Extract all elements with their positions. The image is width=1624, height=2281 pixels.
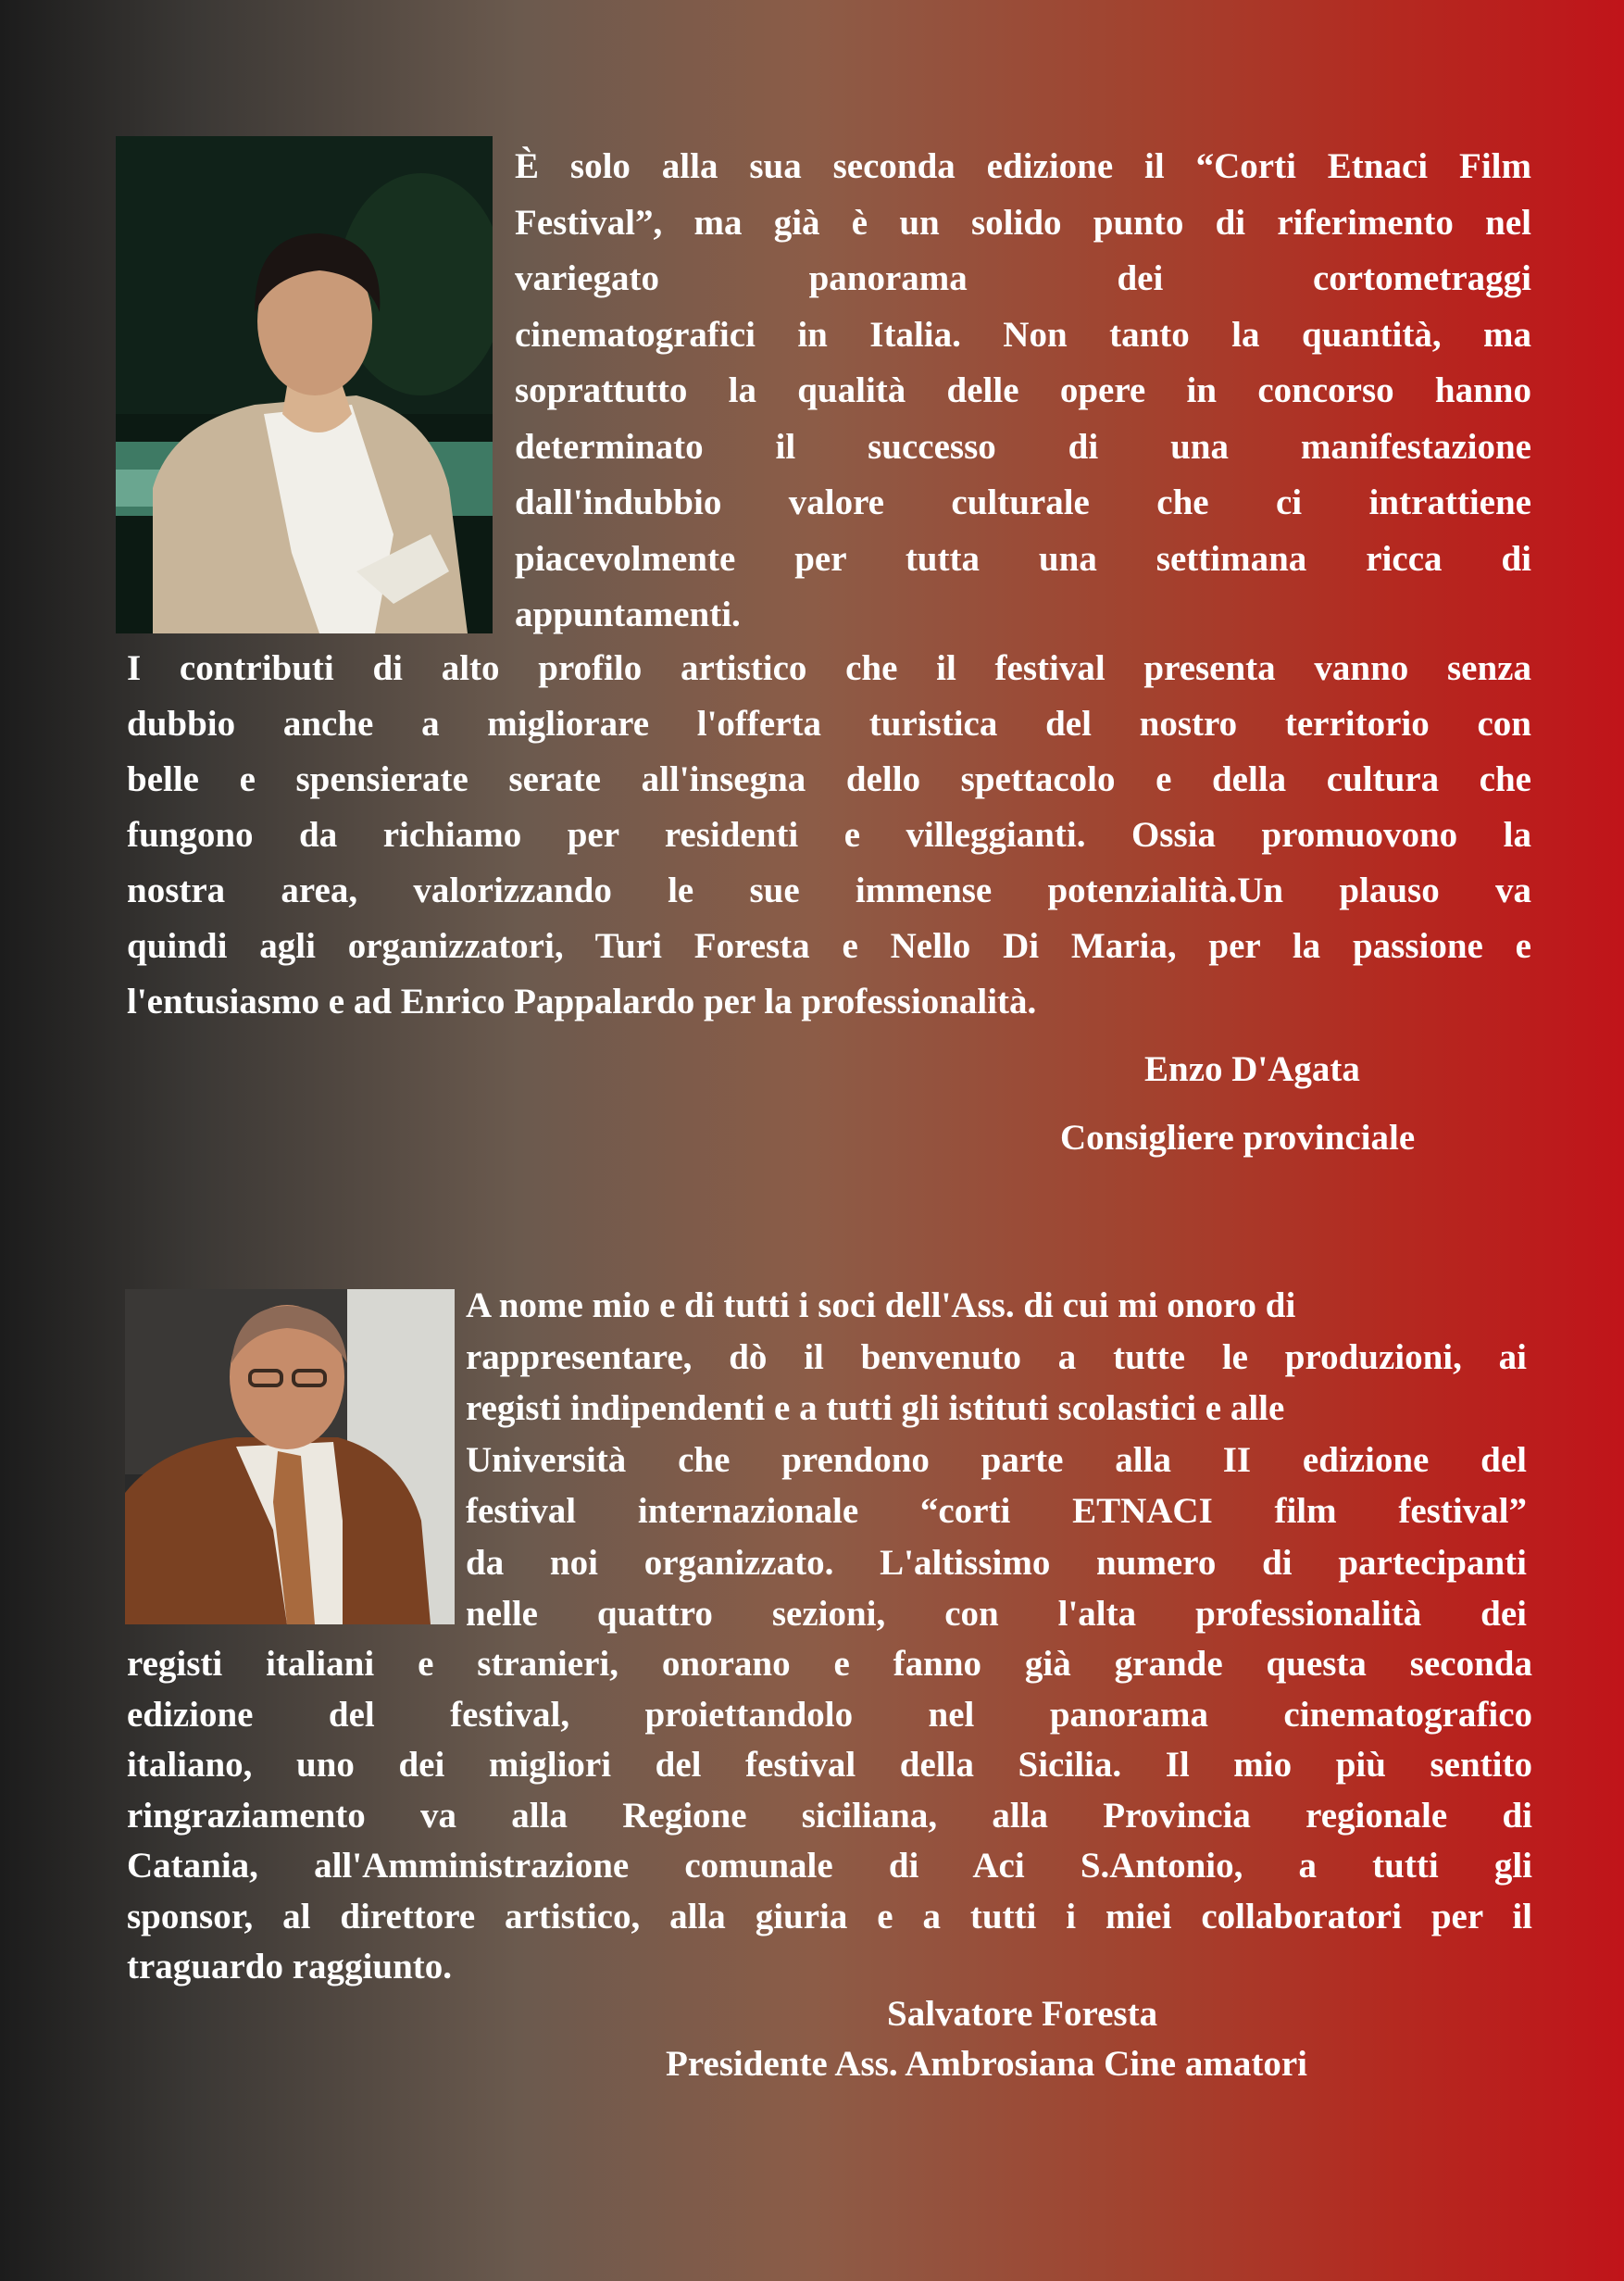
text-line: italiano, uno dei migliori del festival della Sicilia. Il mio più sentito bbox=[127, 1745, 1532, 1785]
signature-name: Salvatore Foresta bbox=[887, 1994, 1158, 2034]
signature-name: Enzo D'Agata bbox=[1144, 1049, 1360, 1089]
text-line: piacevolmente per tutta una settimana ricca di bbox=[515, 538, 1531, 579]
text-line: nostra area, valorizzando le sue immense potenzialità.Un plauso va bbox=[127, 871, 1531, 910]
text-line: fungono da richiamo per residenti e villeggianti. Ossia promuovono la bbox=[127, 815, 1531, 855]
text-line: traguardo raggiunto. bbox=[127, 1947, 452, 1986]
intro-paragraph-2 bbox=[466, 1280, 1527, 1640]
text-line: Festival”, ma già è un solido punto di riferimento nel bbox=[515, 202, 1531, 243]
text-line: ringraziamento va alla Regione siciliana, alla Provincia regionale di bbox=[127, 1795, 1532, 1836]
text-line: È solo alla sua seconda edizione il “Corti Etnaci Film bbox=[515, 146, 1531, 186]
text-line: sponsor, al direttore artistico, alla giuria e a tutti i miei collaboratori per il bbox=[127, 1896, 1532, 1936]
signature-title: Consigliere provinciale bbox=[1060, 1118, 1416, 1158]
text-line: edizione del festival, proiettandolo nel panorama cinematografico bbox=[127, 1694, 1532, 1735]
portrait-man-profile-icon bbox=[116, 136, 493, 633]
portrait-photo-salvatore-foresta bbox=[125, 1289, 455, 1624]
text-line: da noi organizzato. L'altissimo numero di partecipanti bbox=[466, 1542, 1527, 1583]
text-line: determinato il successo di una manifestazione bbox=[515, 426, 1531, 467]
text-line: I contributi di alto profilo artistico che il festival presenta vanno senza bbox=[127, 648, 1531, 688]
text-line: dubbio anche a migliorare l'offerta turistica del nostro territorio con bbox=[127, 704, 1531, 744]
body-paragraph-1 bbox=[127, 641, 1531, 1030]
text-line: variegato panorama dei cortometraggi bbox=[515, 258, 1531, 298]
text-line: rappresentare, dò il benvenuto a tutte le produzioni, ai bbox=[466, 1336, 1527, 1377]
text-line: cinematografici in Italia. Non tanto la quantità, ma bbox=[515, 314, 1531, 355]
text-line: registi italiani e stranieri, onorano e fanno già grande questa seconda bbox=[127, 1644, 1532, 1684]
text-line: A nome mio e di tutti i soci dell'Ass. di cui mi onoro di bbox=[466, 1285, 1296, 1325]
text-line: nelle quattro sezioni, con l'alta professionalità dei bbox=[466, 1594, 1527, 1634]
text-line: belle e spensierate serate all'insegna dello spettacolo e della cultura che bbox=[127, 759, 1531, 799]
text-line: Università che prendono parte alla II edizione del bbox=[466, 1439, 1527, 1480]
body-paragraph-2 bbox=[127, 1639, 1532, 1993]
intro-paragraph-1 bbox=[515, 139, 1531, 644]
text-line: appuntamenti. bbox=[515, 595, 741, 634]
text-line: l'entusiasmo e ad Enrico Pappalardo per la professionalità. bbox=[127, 982, 1037, 1021]
signature-title: Presidente Ass. Ambrosiana Cine amatori bbox=[666, 2044, 1307, 2084]
text-line: soprattutto la qualità delle opere in concorso hanno bbox=[515, 370, 1531, 410]
text-line: registi indipendenti e a tutti gli istituti scolastici e alle bbox=[466, 1388, 1285, 1428]
text-line: quindi agli organizzatori, Turi Foresta e Nello Di Maria, per la passione e bbox=[127, 926, 1531, 966]
text-line: dall'indubbio valore culturale che ci intrattiene bbox=[515, 483, 1531, 522]
text-line: Catania, all'Amministrazione comunale di Aci S.Antonio, a tutti gli bbox=[127, 1846, 1532, 1886]
text-line: festival internazionale “corti ETNACI film festival” bbox=[466, 1491, 1527, 1531]
portrait-man-suit-icon bbox=[125, 1289, 455, 1624]
portrait-photo-enzo-dagata bbox=[116, 136, 493, 633]
